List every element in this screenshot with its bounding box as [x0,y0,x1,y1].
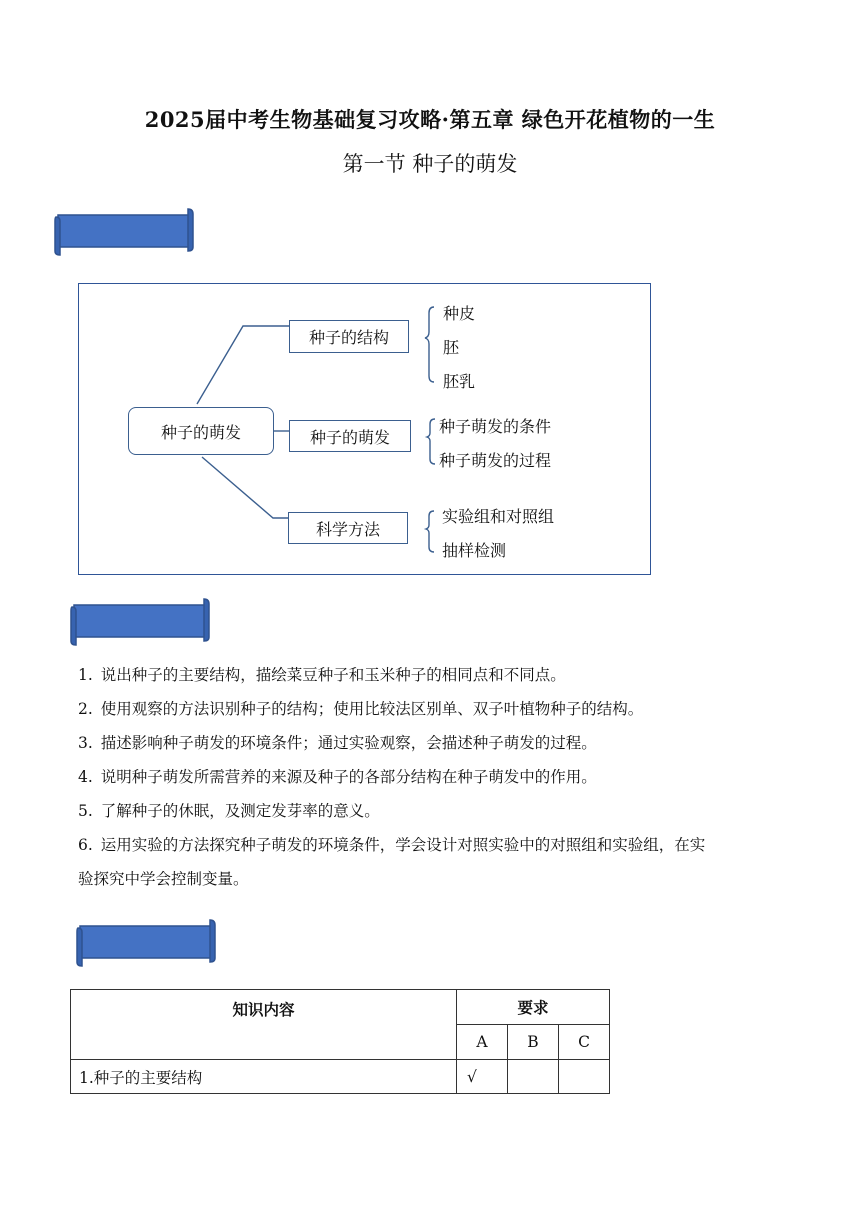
objective-item-continuation: 验探究中学会控制变量。 [78,870,249,888]
mind-map-root: 种子的萌发 [128,407,274,455]
objective-item: 2. 使用观察的方法识别种子的结构；使用比较法区别单、双子叶植物种子的结构。 [78,700,644,718]
header-knowledge: 知识内容 [71,990,457,1060]
level-c: C [559,1025,610,1060]
leaf-germination-process: 种子萌发的过程 [439,451,552,470]
level-a: A [457,1025,508,1060]
requirements-table [70,989,610,1094]
header-requirement: 要求 [457,990,610,1025]
section-banner-objectives [68,597,212,647]
branch-seed-structure: 种子的结构 [289,320,409,353]
objective-item: 5. 了解种子的休眠，及测定发芽率的意义。 [78,802,380,820]
leaf-sampling: 抽样检测 [442,541,507,560]
leaf-embryo: 胚 [443,338,460,357]
objective-item: 3. 描述影响种子萌发的环境条件；通过实验观察，会描述种子萌发的过程。 [78,734,597,752]
leaf-germination-conditions: 种子萌发的条件 [439,417,552,436]
leaf-seed-coat: 种皮 [443,304,476,323]
section-banner-requirements [74,918,218,968]
leaf-endosperm: 胚乳 [443,372,476,391]
table-row [71,1060,610,1094]
page-title: 2025届中考生物基础复习攻略·第五章 绿色开花植物的一生 [144,107,716,132]
level-b: B [508,1025,559,1060]
branch-scientific-method: 科学方法 [288,512,408,544]
page-subtitle: 第一节 种子的萌发 [342,152,518,176]
objectives-list [78,658,798,896]
row-mark-a: √ [457,1060,508,1094]
row-mark-b [508,1060,559,1094]
objective-item: 4. 说明种子萌发所需营养的来源及种子的各部分结构在种子萌发中的作用。 [78,768,597,786]
row-item-label: 1.种子的主要结构 [71,1060,457,1094]
leaf-experiment-control-group: 实验组和对照组 [442,507,555,526]
objective-item: 6. 运用实验的方法探究种子萌发的环境条件，学会设计对照实验中的对照组和实验组，在实 [78,836,706,854]
objective-item: 1. 说出种子的主要结构，描绘菜豆种子和玉米种子的相同点和不同点。 [78,666,566,684]
branch-seed-germination: 种子的萌发 [289,420,411,452]
row-mark-c [559,1060,610,1094]
